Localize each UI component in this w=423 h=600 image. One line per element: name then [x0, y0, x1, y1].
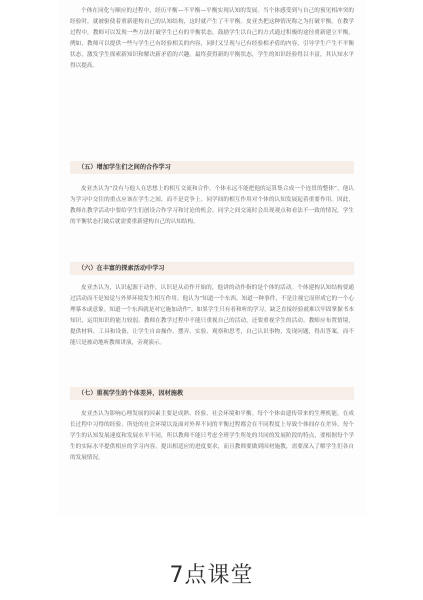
section-7-heading: （七）重视学生的个体差异，因材施教: [70, 387, 354, 400]
section-6-heading: （六）在丰富的探索活动中学习: [70, 262, 354, 275]
watermark-text: 7点课堂: [169, 563, 254, 588]
document-page: [58, 0, 366, 515]
section-6-paragraph: 皮亚杰认为，认识起源于动作，认识是从动作开始的，他讲的动作指的是个体的活动。个体建构认知结构要通过活动而不是知觉与外界环境发生相互作用。他认为“知道一个东西，知道一种事件，不是注视它而形成它的一个心理摹本或意象。知道一个东西就是对它施加动作”。如果学生只有看和听的学习，缺乏直接经验就难以牢固掌握书本知识，运用知识的能力较弱。教师在教学过程中不能只重视自己的活动，还要重视学生的活动。教师应布置情境，提供材料、工具和设备，让学生自由操作、摆弄、实验、观察和思考，自己认识事物，发现问题，得出答案，而不能只是被动地听教师讲演，旁观演示。: [70, 285, 354, 346]
intro-paragraph: 个体在同化与顺应的过程中，经历平衡—不平衡—平衡实现认知的发展。当个体感受到与自己的预见相冲突的经验时，就被驱使着重新建构自己的认知结构，这时就产生了不平衡。皮亚杰把这种情况称之为打破平衡。在教学过程中，教师可以发现一些方法打破学生已有的平衡状态，鼓励学生以自己的方式通过积极的途径重新建立平衡。例如，教师可以提供一些与学生已有经验相关的内容，同时又呈现与已有经验相矛盾的内容，引导学生产生不平衡状态，激发学生探索新知识和解决新矛盾的兴趣，最终获得新的平衡状态，学生的知识经验得以丰富，其认知水平得以提高。: [70, 8, 354, 69]
section-5-paragraph: 皮亚杰认为“没有与他人在思想上的相互交流和合作，个体永远不能把他的运算集合成一个连贯的整体”。他认为学习中交往的重点应该在学生之间，而不是竞争上。同学间的相互作用对个体的认知发展起着重要作用。因此，教师在教学活动中要给学生们创设合作学习和讨论的机会。同学之间交流时会出现观点和看法不一致的情况，学生的平衡状态打破后就需要重新建构自己的认知结构。: [70, 186, 354, 225]
section-7-paragraph: 皮亚杰认为影响心理发展的因素主要是成熟、经验、社会环境和平衡。每个个体由遗传带来的生理机能，在成长过程中习得的经验、所处的社会环境以及面对外界不同的平衡过程都会在不同程度上导致个体间存在差异。每个学生的认知发展速度和发展水平不同，所以教师不能只考虑全班学生所处的共同的发展阶段的特点，要根据每个学生的实际水平提供相应的学习内容，提出相适应的进度要求，而且教师要做到因材施教，需要深入了解学生们各自的发展情况。: [70, 411, 354, 461]
section-5-heading: （五）增加学生们之间的合作学习: [70, 161, 354, 174]
